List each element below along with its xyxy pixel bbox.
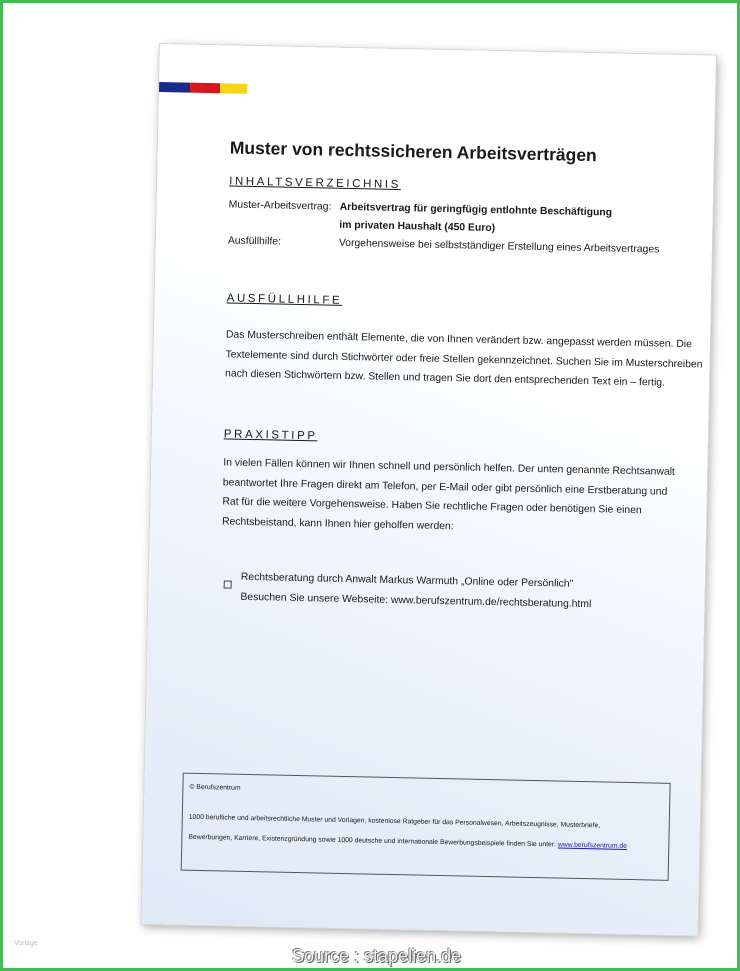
footer-box: [181, 773, 671, 881]
flag-stripe-red: [190, 83, 220, 94]
footer-line2-text: Bewerbungen, Karriere, Existenzgründung sowie 1000 deutsche und internationale Bewerbungsbeispiele finden Sie unter:: [188, 833, 557, 849]
document-page: [142, 44, 716, 935]
ausfuellhilfe-text: [225, 325, 703, 393]
bullet-line: Besuchen Sie unsere Webseite: www.berufszentrum.de/rechtsberatung.html: [240, 591, 592, 610]
flag-stripe-yellow: [220, 83, 247, 94]
toc-label-ausfuellhilfe: Ausfüllhilfe:: [227, 235, 282, 248]
praxistipp-line: Rechtsbeistand, kann Ihnen hier geholfen werden:: [221, 515, 454, 532]
praxistipp-text: [222, 453, 675, 540]
praxistipp-line: Rat für die weitere Vorgehensweise. Haben Sie rechtliche Fragen oder benötigen Sie einen: [222, 496, 642, 517]
toc-entry-muster-line2: im privaten Haushalt (450 Euro): [339, 219, 496, 235]
document-title: Muster von rechtssicheren Arbeitsverträgen: [229, 137, 597, 166]
praxistipp-line: In vielen Fällen können wir Ihnen schnell und persönlich helfen. Der unten genannte Rechtsanwalt: [223, 457, 675, 478]
toc-heading: INHALTSVERZEICHNIS: [229, 175, 402, 192]
footer-line1: 1000 berufliche und arbeitsrechtliche Muster und Vorlagen, kostenlose Ratgeber für das Personalwesen, Arbeitszeugnisse, Musterbriefe,: [188, 813, 601, 830]
ausfuellhilfe-line: nach diesen Stichwörtern bzw. Stellen und tragen Sie dort den entsprechenden Text ein – fertig.: [224, 368, 666, 389]
ausfuellhilfe-line: Das Musterschreiben enthält Elemente, die von Ihnen verändert bzw. angepasst werden müssen. Die: [225, 329, 693, 351]
toc-entry-ausfuellhilfe: Vorgehensweise bei selbstständiger Erstellung eines Arbeitsvertrages: [338, 237, 660, 256]
toc-label-muster: Muster-Arbeitsvertrag:: [228, 199, 332, 213]
ausfuellhilfe-line: Textelemente sind durch Stichwörter oder freie Stellen gekennzeichnet. Suchen Sie im Musterschreiben: [225, 348, 703, 370]
ausfuellhilfe-heading: AUSFÜLLHILFE: [226, 292, 343, 307]
toc-entry-muster-line1: Arbeitsvertrag für geringfügig entlohnte Beschäftigung: [339, 201, 613, 219]
flag-stripe-blue: [159, 82, 190, 93]
bullet-checkbox-icon: [224, 575, 232, 593]
bullet-line: Rechtsberatung durch Anwalt Markus Warmuth „Online oder Persönlich": [240, 571, 574, 590]
praxistipp-line: beantwortet Ihre Fragen direkt am Telefon, per E-Mail oder gibt persönlich eine Erstberatung und: [222, 476, 668, 498]
footer-link[interactable]: www.berufszentrum.de: [557, 841, 628, 850]
source-watermark: Source : stapelien.de: [292, 946, 462, 966]
footer-copyright: © Berufszentrum: [189, 783, 241, 792]
bullet-rechtsberatung: [240, 568, 592, 614]
corner-label: Vorlage: [14, 940, 38, 947]
footer-line2: [188, 834, 627, 850]
praxistipp-heading: PRAXISTIPP: [223, 428, 318, 443]
